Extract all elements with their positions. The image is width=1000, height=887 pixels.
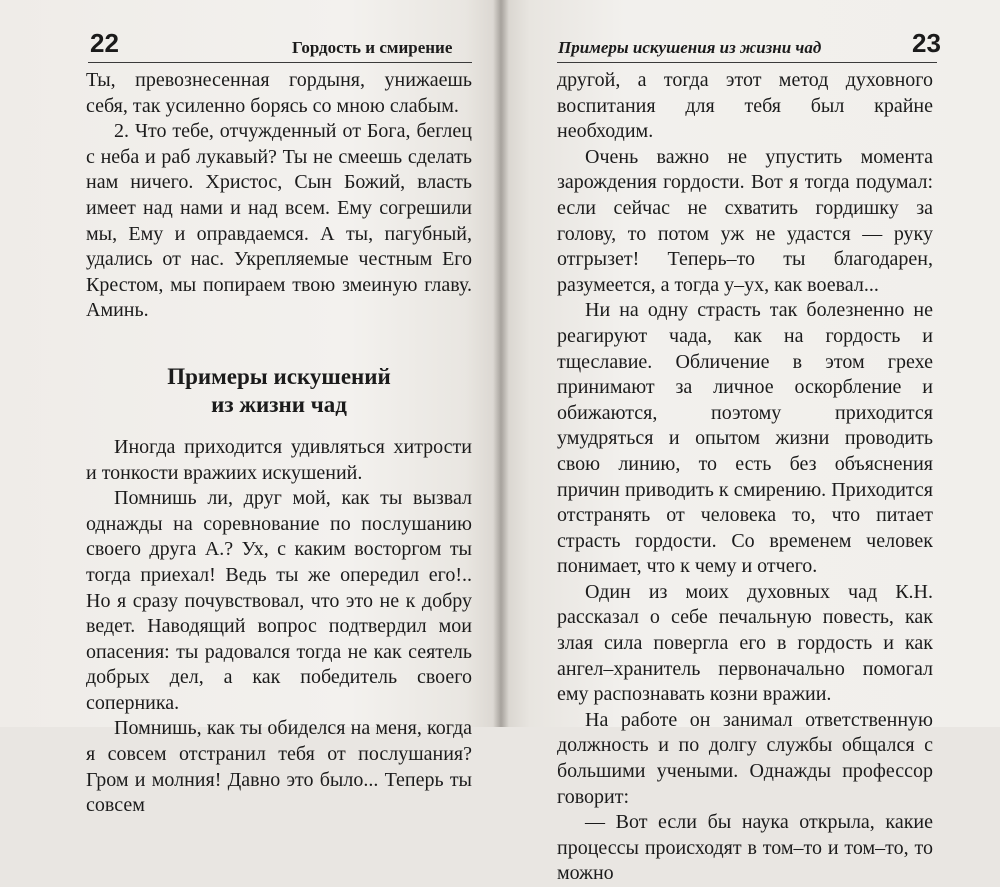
paragraph: другой, а тогда этот метод духовного воспитания для тебя был крайне необходим. [557,69,933,143]
left-page-number: 22 [90,28,119,58]
paragraph: Иногда приходится удивляться хитрости и тонкости вражиих искушений. [86,435,472,484]
paragraph: Один из моих духовных чад К.Н. рассказал о себе печальную повесть, как злая сила повергла его в гордость и как ангел–хранитель первоначально помогал ему распознавать козни вражии. [557,580,933,706]
paragraph: Помнишь ли, друг мой, как ты вызвал однажды на соревнование по послушанию своего друга А.? Ух, с каким восторгом ты тогда приехал! Ведь ты же опередил его!.. Но я сразу почувствовал, что это не к добру ведет. Наводящий вопрос подтвердил мои опасения: ты радовался тогда не как сеятель добрых дел, а как победитель своего соперника. [86,487,472,714]
section-heading [86,363,472,419]
paragraph: Ни на одну страсть так болезненно не реагируют чада, как на гордость и тщеславие. Обличение в этом грехе принимают за личное оскорбление и обижаются, поэтому приходится умудряться и опытом жизни проводить свою линию, то есть без объяснения причин приводить к смирению. Приходится отстранять от человека то, что питает страсть гордости. Со временем человек понимает, что к чему и отчего. [557,299,933,578]
paragraph: Помнишь, как ты обиделся на меня, когда я совсем отстранил тебя от послушания? Гром и молния! Давно это было... Теперь ты совсем [86,717,472,817]
section-heading-line: из жизни чад [211,391,347,417]
left-page [0,0,500,817]
paragraph: — Вот если бы наука открыла, какие процессы происходят в том–то и том–то, то можно [557,811,933,885]
right-page-number: 23 [912,28,941,58]
right-page-body [557,68,933,887]
left-running-head: Гордость и смирение [292,38,453,57]
paragraph: 2. Что тебе, отчужденный от Бога, беглец с неба и раб лукавый? Ты не смеешь сделать нам ничего. Христос, Сын Божий, власть имеет над нами и над всем. Ему согрешили мы, Ему и оправдаемся. А ты, пагубный, удались от нас. Укрепляемые честным Его Крестом, мы попираем твою змеиную главу. Аминь. [86,120,472,322]
left-header-rule [88,62,472,63]
paragraph: Ты, превознесенная гордыня, унижаешь себя, так усиленно борясь со мною слабым. [86,69,472,117]
section-heading-line: Примеры искушений [167,363,391,389]
left-page-body [86,68,472,819]
paragraph: Очень важно не упустить момента зарождения гордости. Вот я тогда подумал: если сейчас не схватить гордишку за голову, то потом уж не удастся — руку отгрызет! Теперь–то ты благодарен, разумеется, а тогда у–ух, как воевал... [557,145,933,296]
right-running-head: Примеры искушения из жизни чад [558,38,822,57]
paragraph: На работе он занимал ответственную должность и по долгу службы общался с большими учеными. Однажды профессор говорит: [557,708,933,808]
book-gutter [493,0,509,727]
right-header-rule [557,62,937,63]
